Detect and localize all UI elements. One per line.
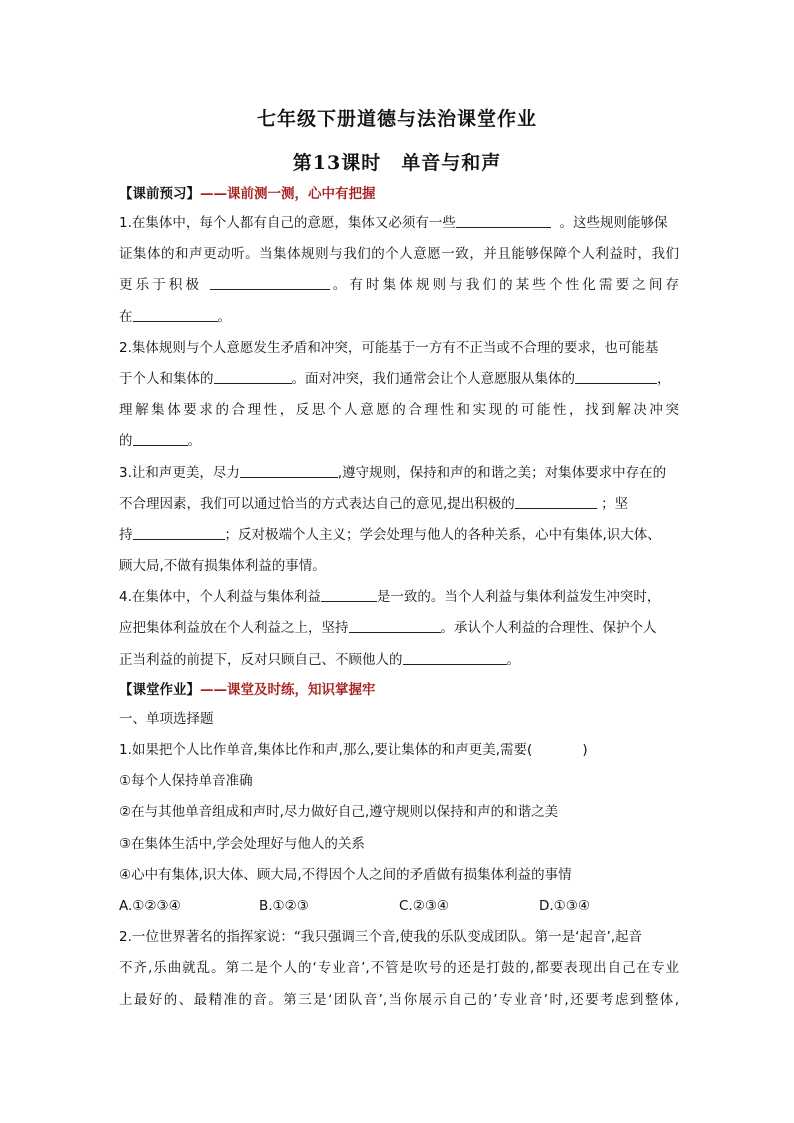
preview-label: 【课前预习】 [119, 186, 200, 202]
q4-text: 4.在集体中，个人利益与集体利益 [119, 589, 321, 606]
q2-text: 的 [119, 433, 133, 450]
answer-blank[interactable] [321, 587, 377, 602]
answer-blank[interactable] [403, 650, 507, 665]
q1-text: 。有时集体规则与我们的某些个性化需要之间存 [329, 277, 679, 294]
option-b[interactable]: B.①②③ [259, 897, 309, 914]
choice-item: ④心中有集体,识大体、顾大局,不得因个人之间的矛盾做有损集体利益的事情 [119, 866, 572, 883]
choice-item: ①每个人保持单音准确 [119, 773, 253, 790]
option-a[interactable]: A.①②③④ [119, 897, 181, 914]
q1-text: 证集体的和声更动听。当集体规则与我们的个人意愿一致，并且能够保障个人利益时，我们 [119, 246, 679, 263]
q4-text: 。 [506, 651, 520, 668]
option-c[interactable]: C.②③④ [399, 897, 450, 914]
q2-text: 理解集体要求的合理性，反思个人意愿的合理性和实现的可能性，找到解决冲突 [119, 402, 679, 419]
answer-blank[interactable] [575, 369, 657, 384]
q1-text: 在 [119, 308, 133, 325]
q3-text: ,遵守规则，保持和声的和谐之美；对集体要求中存在的 [337, 464, 667, 481]
q4-text: 是一致的。当个人利益与集体利益发生冲突时， [376, 589, 661, 606]
question-stem-end: ) [582, 742, 588, 758]
mc-question-2-text: 上最好的、最精准的音。第三是‘团队音’,当你展示自己的’专业音’时,还要考虑到整体, [119, 991, 679, 1008]
q3-text: 不合理因素，我们可以通过恰当的方式表达自己的意见,提出积极的 [119, 495, 515, 512]
answer-blank[interactable] [210, 275, 330, 290]
mc-question-2-text: 2.一位世界著名的指挥家说：“我只强调三个音,使我的乐队变成团队。第一是‘起音’,起音 [119, 929, 643, 946]
q2-text: 。 [187, 433, 201, 450]
document-body [119, 180, 679, 1016]
option-d[interactable]: D.①③④ [539, 897, 590, 914]
q3-text: 3.让和声更美，尽力 [119, 464, 240, 481]
q3-text: 持 [119, 526, 133, 543]
answer-blank[interactable] [456, 213, 551, 228]
answer-blank[interactable] [133, 307, 218, 322]
preview-question-1 [119, 208, 679, 333]
section-heading: 一、单项选择题 [119, 710, 214, 727]
q1-text: 。 [217, 308, 231, 325]
answer-blank[interactable] [133, 525, 225, 540]
classwork-slogan: ——课堂及时练，知识掌握牢 [200, 681, 376, 698]
answer-blank[interactable] [515, 494, 597, 509]
answer-blank[interactable] [133, 431, 188, 446]
answer-blank[interactable] [214, 369, 292, 384]
choice-item: ②在与其他单音组成和声时,尽力做好自己,遵守规则以保持和声的和谐之美 [119, 804, 559, 821]
q4-text: 。承认个人利益的合理性、保护个人 [440, 620, 657, 637]
preview-section-header [119, 180, 679, 208]
answer-options [119, 891, 679, 922]
preview-slogan: ——课前测一测，心中有把握 [200, 186, 376, 202]
multiple-choice-section [119, 704, 679, 1016]
choice-item: ③在集体生活中,学会处理好与他人的关系 [119, 835, 365, 852]
q4-text: 应把集体利益放在个人利益之上，坚持 [119, 620, 349, 637]
q4-text: 正当利益的前提下，反对只顾自己、不顾他人的 [119, 651, 403, 668]
preview-question-2 [119, 333, 679, 458]
q3-text: ；反对极端个人主义；学会处理与他人的各种关系，心中有集体,识大体、 [224, 526, 661, 543]
classwork-section-header [119, 676, 679, 704]
mc-question-2-text: 不齐,乐曲就乱。第二是个人的‘专业音’,不管是吹号的还是打鼓的,都要表现出自己在专业 [119, 960, 679, 977]
document-title: 七年级下册道德与法治课堂作业 [256, 108, 537, 130]
q2-text: ， [657, 370, 671, 387]
lesson-title: 第13课时 单音与和声 [292, 152, 502, 174]
q3-text: ；坚 [601, 495, 629, 512]
q1-text: 。这些规则能够保 [559, 215, 668, 231]
q2-text: 。面对冲突，我们通常会让个人意愿服从集体的 [291, 370, 575, 387]
q1-text: 1.在集体中，每个人都有自己的意愿，集体又必须有一些 [119, 215, 456, 231]
answer-blank[interactable] [240, 463, 338, 478]
answer-blank[interactable] [349, 618, 441, 633]
classwork-label: 【课堂作业】 [119, 681, 200, 698]
preview-question-4 [119, 582, 679, 676]
q1-text: 更乐于积极 [119, 277, 203, 294]
mc-question-1-stem [119, 735, 679, 766]
question-stem: 1.如果把个人比作单音,集体比作和声,那么,要让集体的和声更美,需要( [119, 742, 533, 758]
preview-question-3 [119, 458, 679, 583]
q3-text: 顾大局,不做有损集体利益的事情。 [119, 558, 326, 575]
q2-text: 2.集体规则与个人意愿发生矛盾和冲突，可能基于一方有不正当或不合理的要求，也可能基 [119, 339, 659, 356]
q2-text: 于个人和集体的 [119, 370, 214, 387]
